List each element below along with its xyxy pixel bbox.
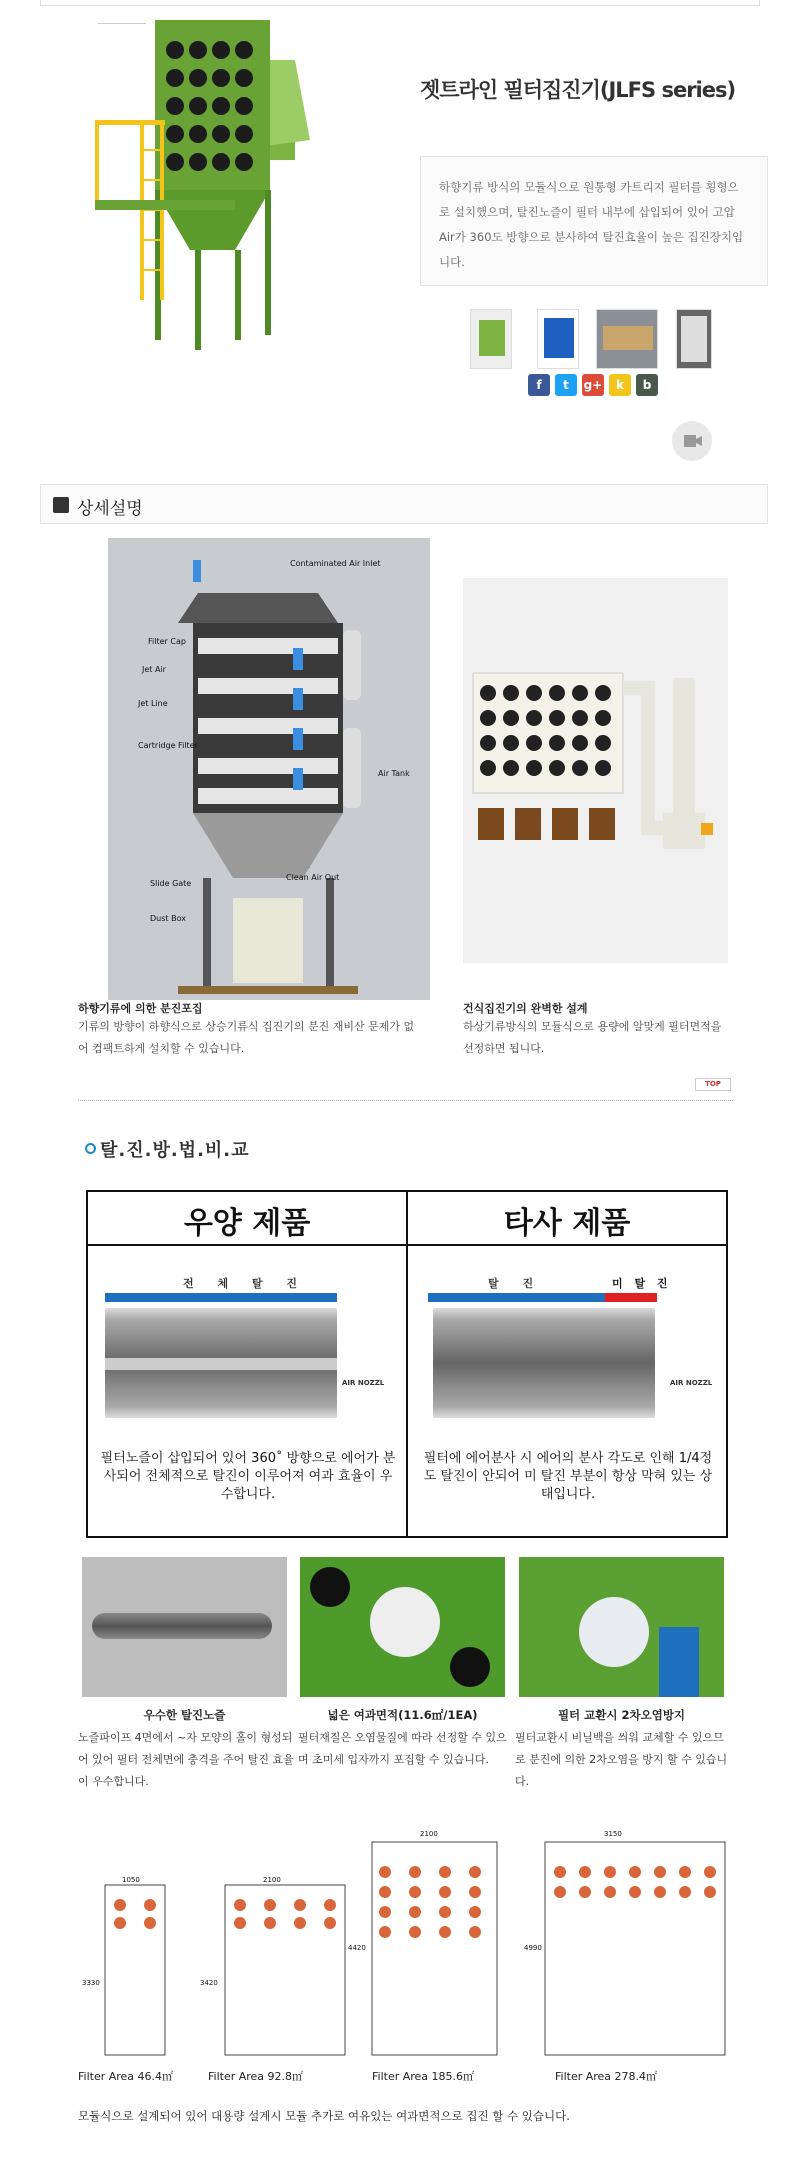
structure-diagram — [108, 538, 430, 1000]
model-height: 4420 — [348, 1944, 366, 1952]
photo-caption: 우수한 탈진노즐 — [143, 1708, 226, 1722]
filter-area-label: Filter Area 185.6㎡ — [372, 2070, 475, 2083]
left-filter-image — [105, 1308, 337, 1418]
filter-area-label: Filter Area 278.4㎡ — [555, 2070, 658, 2083]
left-heading: 우양 제품 — [183, 1206, 311, 1241]
band-icon[interactable]: b — [636, 374, 658, 396]
video-button[interactable] — [672, 421, 712, 461]
model-height: 4990 — [524, 1944, 542, 1952]
section-header — [40, 484, 768, 524]
product-description: 하향기류 방식의 모듈식으로 원통형 카트리지 필터를 횡형으로 설치했으며, 탈진노즐이 필터 내부에 삽입되어 있어 고압 Air가 360도 방향으로 분사하여 탈진효율이 높은 집진장치입니다. — [420, 156, 768, 286]
photo-text: 노즐파이프 4면에서 ~자 모양의 홀이 형성되어 있어 필터 전체면에 충격을 주어 탈진 효율이 우수합니다. — [78, 1731, 294, 1788]
feature-text: 하상기류방식의 모듈식으로 용량에 알맞게 필터면적을 선정하면 됩니다. — [463, 1020, 722, 1055]
facebook-icon[interactable]: f — [528, 374, 550, 396]
photo-caption: 필터 교환시 2차오염방지 — [557, 1708, 686, 1722]
label-slide: Slide Gate — [150, 879, 192, 888]
model-width: 3150 — [604, 1830, 622, 1838]
kakaostory-icon[interactable]: k — [609, 374, 631, 396]
left-bar — [105, 1293, 337, 1302]
twitter-icon[interactable]: t — [555, 374, 577, 396]
label-tank: Air Tank — [378, 769, 410, 778]
model-width: 1050 — [122, 1876, 140, 1884]
right-bar-red-label: 미 탈 진 — [612, 1277, 672, 1290]
left-bar-label: 전 체 탈 진 — [183, 1277, 307, 1290]
thumbnail[interactable] — [470, 309, 512, 369]
model-drawings — [80, 1820, 740, 2060]
product-main-image[interactable] — [95, 20, 335, 350]
section-title: 상세설명 — [77, 499, 143, 519]
label-cap: Filter Cap — [148, 637, 186, 646]
dust-collector-render — [463, 578, 728, 963]
right-bar-blue — [428, 1293, 605, 1302]
label-cartridge: Cartridge Filter — [138, 741, 198, 750]
feature-heading: 하향기류에 의한 분진포집 — [78, 1002, 203, 1015]
model-width: 2100 — [420, 1830, 438, 1838]
filter-photo — [300, 1557, 505, 1697]
nozzle-photo — [82, 1557, 287, 1697]
feature-heading: 건식집진기의 완벽한 설계 — [463, 1002, 588, 1015]
model-width: 2100 — [263, 1876, 281, 1884]
video-camera-icon — [672, 421, 712, 461]
top-button[interactable]: TOP — [695, 1078, 731, 1091]
feature-text: 기류의 방향이 하향식으로 상승기류식 집진기의 분진 재비산 문제가 없어 컴팩트하게 설치할 수 있습니다. — [78, 1020, 415, 1055]
label-clean: Clean Air Out — [286, 873, 340, 882]
photo-text: 필터재질은 오염물질에 따라 선정할 수 있으며 초미세 입자까지 포집할 수 있습니다. — [298, 1731, 507, 1766]
right-nozzle-label: AIR NOZZL — [670, 1379, 713, 1387]
top-frame — [40, 0, 760, 6]
label-jet-line: Jet Line — [138, 699, 168, 708]
bullet-icon — [85, 1143, 96, 1154]
footer-text: 모듈식으로 설계되어 있어 대용량 설계시 모듈 추가로 여유있는 여과면적으로 집진 할 수 있습니다. — [78, 2109, 570, 2123]
right-heading: 타사 제품 — [503, 1206, 631, 1241]
compare-title: 탈.진.방.법.비.교 — [100, 1140, 250, 1161]
left-text: 필터노즐이 삽입되어 있어 360˚ 방향으로 에어가 분사되어 전체적으로 탈진이 이루어져 여과 효율이 우수합니다. — [100, 1451, 396, 1502]
left-nozzle-label: AIR NOZZL — [342, 1379, 385, 1387]
filter-area-label: Filter Area 46.4㎡ — [78, 2070, 174, 2083]
label-jet-air: Jet Air — [142, 665, 166, 674]
right-text: 필터에 에어분사 시 에어의 분사 각도로 인해 1/4정도 탈진이 안되어 미 탈진 부분이 항상 막혀 있는 상태입니다. — [423, 1451, 713, 1502]
photo-caption: 넓은 여과면적(11.6㎡/1EA) — [327, 1708, 478, 1722]
thumbnail[interactable] — [676, 309, 712, 369]
right-bar-red — [605, 1293, 657, 1302]
dotted-divider — [78, 1100, 733, 1101]
replacement-photo — [519, 1557, 724, 1697]
right-filter-image — [433, 1308, 655, 1418]
label-inlet: Contaminated Air Inlet — [290, 559, 381, 568]
label-dust: Dust Box — [150, 914, 186, 923]
pencil-icon — [53, 497, 69, 513]
model-height: 3420 — [200, 1979, 218, 1987]
filter-area-label: Filter Area 92.8㎡ — [208, 2070, 304, 2083]
comparison-table — [86, 1190, 728, 1538]
model-height: 3330 — [82, 1979, 100, 1987]
thumbnail[interactable] — [596, 309, 658, 369]
thumbnail[interactable] — [537, 309, 579, 369]
product-title: 젯트라인 필터집진기(JLFS series) — [420, 78, 736, 102]
google-plus-icon[interactable]: g+ — [582, 374, 604, 396]
right-bar-label: 탈 진 — [488, 1277, 544, 1290]
photo-text: 필터교환시 비닐백을 씌워 교체할 수 있으므로 분진에 의한 2차오염을 방지 할 수 있습니다. — [515, 1731, 728, 1788]
